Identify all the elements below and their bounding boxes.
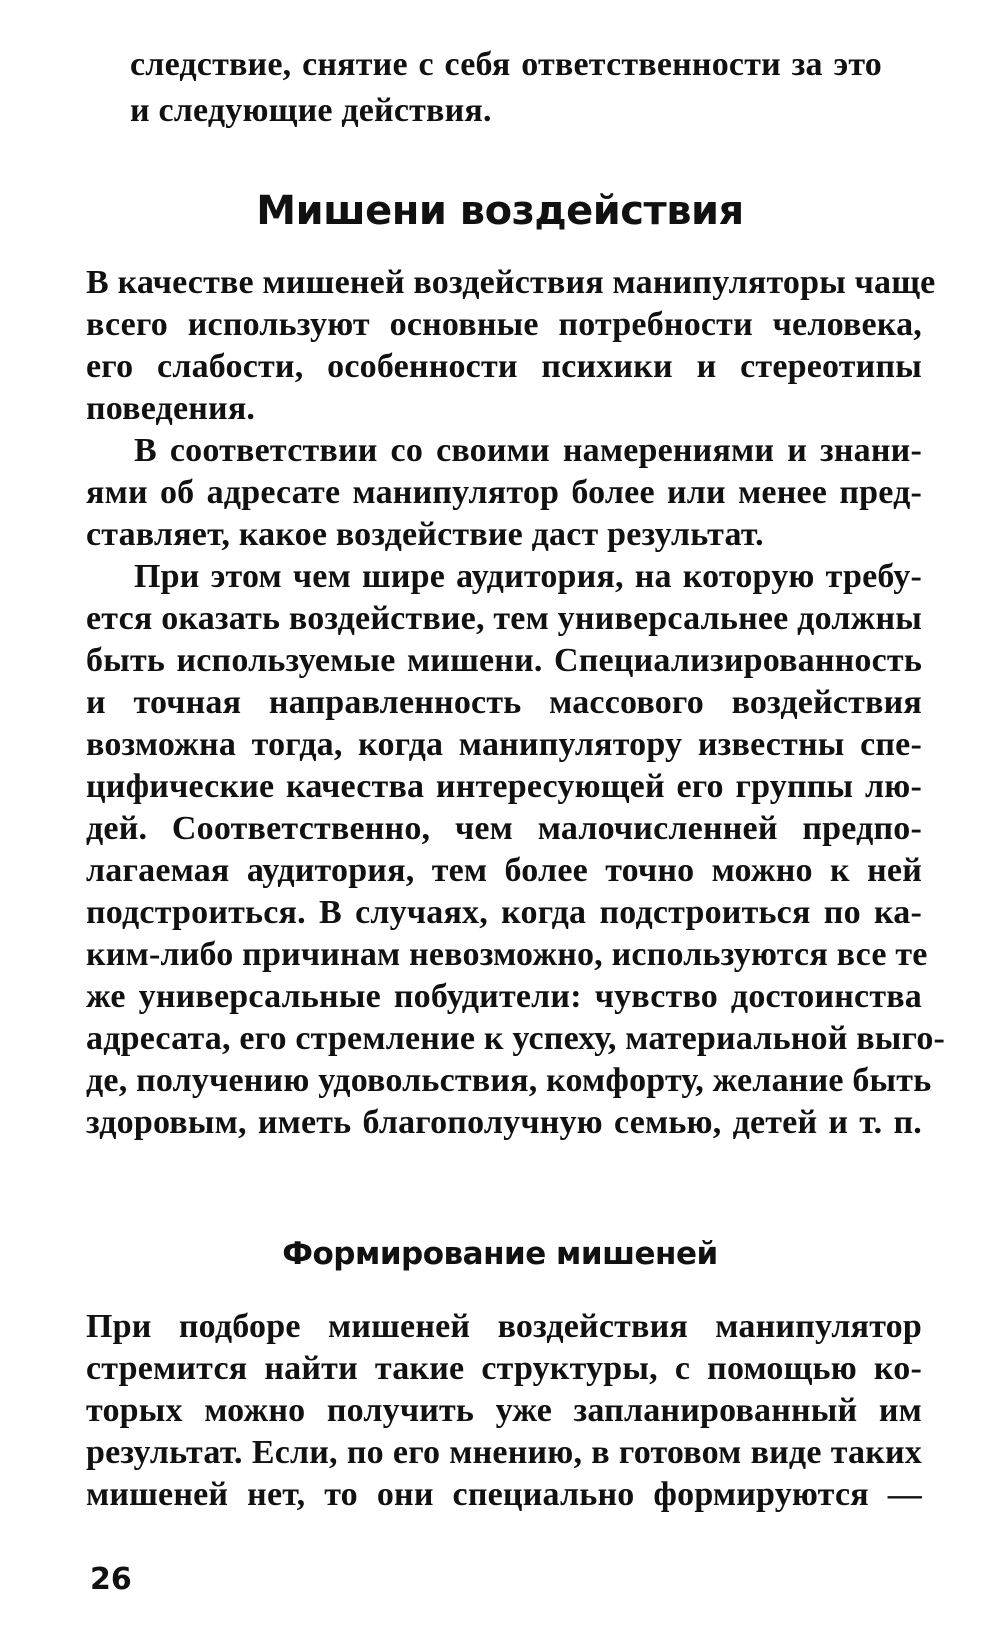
- s1-p3-line-10: ким-либо причинам невозможно, используются все те: [86, 936, 928, 973]
- s1-p2-line-2: ями об адресате манипулятор более или менее пред-: [86, 474, 922, 511]
- intro-line-1: следствие, снятие с себя ответственности за это: [130, 46, 882, 83]
- intro-line-2: и следующие действия.: [130, 92, 492, 129]
- s1-p3-line-12: адресата, его стремление к успеху, материальной выго-: [86, 1020, 946, 1057]
- s1-p3-line-9: подстроиться. В случаях, когда подстроиться по ка-: [86, 894, 922, 931]
- s1-p1-line-1: В качестве мишеней воздействия манипуляторы чаще: [86, 264, 936, 301]
- page-number: 26: [90, 1562, 132, 1597]
- s1-p2-line-1: В соответствии со своими намерениями и знани-: [134, 432, 922, 469]
- section-title-targets: Мишени воздействия: [256, 188, 744, 234]
- s1-p1-line-2: всего используют основные потребности человека,: [86, 306, 922, 343]
- s1-p1-line-3: его слабости, особенности психики и стереотипы: [86, 348, 922, 385]
- s2-p1-line-4: результат. Если, по его мнению, в готовом виде таких: [86, 1434, 922, 1471]
- s1-p3-line-14: здоровым, иметь благополучную семью, детей и т. п.: [86, 1104, 922, 1141]
- s1-p3-line-11: же универсальные побудители: чувство достоинства: [86, 978, 922, 1015]
- s1-p3-line-5: возможна тогда, когда манипулятору известны спе-: [86, 726, 922, 763]
- section-title-forming-targets: Формирование мишеней: [282, 1236, 718, 1272]
- s2-p1-line-1: При подборе мишеней воздействия манипулятор: [86, 1308, 922, 1345]
- s1-p3-line-6: цифические качества интересующей его группы лю-: [86, 768, 922, 805]
- s1-p3-line-2: ется оказать воздействие, тем универсальнее должны: [86, 600, 922, 637]
- s1-p3-line-8: лагаемая аудитория, тем более точно можно к ней: [86, 852, 922, 889]
- s1-p3-line-7: дей. Соответственно, чем малочисленней предпо-: [86, 810, 922, 847]
- s1-p3-line-4: и точная направленность массового воздействия: [86, 684, 922, 721]
- s1-p3-line-1: При этом чем шире аудитория, на которую требу-: [134, 558, 922, 595]
- s2-p1-line-5: мишеней нет, то они специально формируются —: [86, 1476, 922, 1513]
- s2-p1-line-3: торых можно получить уже запланированный им: [86, 1392, 922, 1429]
- s1-p1-line-4: поведения.: [86, 390, 256, 427]
- s1-p2-line-3: ставляет, какое воздействие даст результат.: [86, 516, 764, 553]
- s2-p1-line-2: стремится найти такие структуры, с помощью ко-: [86, 1350, 922, 1387]
- s1-p3-line-13: де, получению удовольствия, комфорту, желание быть: [86, 1062, 932, 1099]
- s1-p3-line-3: быть используемые мишени. Специализированность: [86, 642, 922, 679]
